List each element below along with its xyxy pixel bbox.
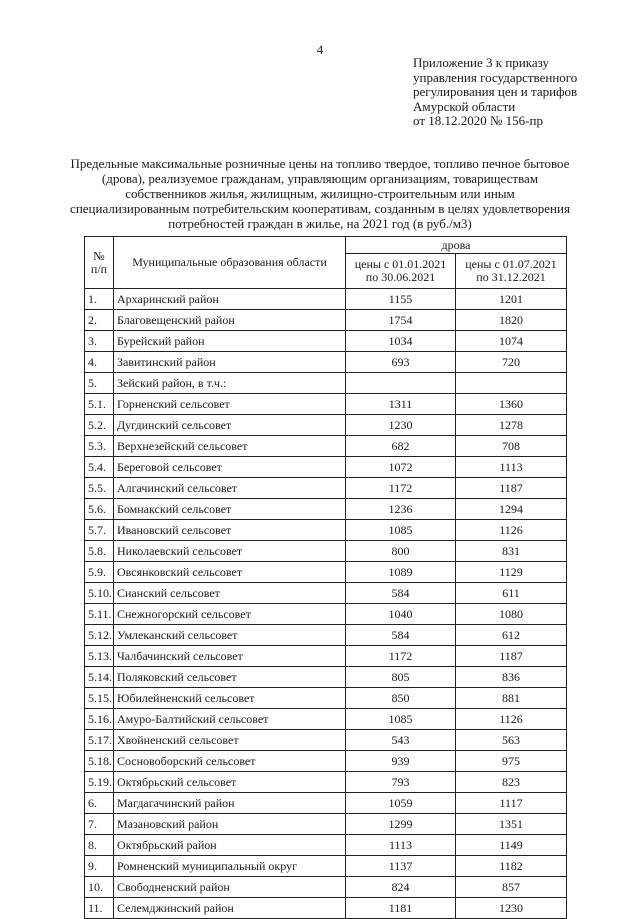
row-price-period1: 1172 [346,646,456,667]
row-name: Дугдинский сельсовет [114,415,346,436]
row-price-period1: 850 [346,688,456,709]
row-name: Архаринский район [114,289,346,310]
row-price-period1: 682 [346,436,456,457]
row-name: Мазановский район [114,814,346,835]
row-name: Сосновоборский сельсовет [114,751,346,772]
row-price-period2: 831 [456,541,567,562]
row-number: 5.8. [85,541,114,562]
row-price-period2: 1201 [456,289,567,310]
row-price-period2: 1074 [456,331,567,352]
table-row [85,793,567,814]
document-title: Предельные максимальные розничные цены на топливо твердое, топливо печное бытовое (дрова), реализуемое гражданам, управляющим организациям, товариществам собственников жилья, жилищным, жилищно-строительным или иным специализированным потребительским кооперативам, созданным в целях удовлетворения потребностей граждан в жилье, на 2021 год (в руб./м3) [70,156,570,231]
row-name: Чалбачинский сельсовет [114,646,346,667]
row-price-period2: 1187 [456,478,567,499]
row-name: Завитинский район [114,352,346,373]
row-name: Свободненский район [114,877,346,898]
table-row [85,331,567,352]
header-period1: цены с 01.01.2021 по 30.06.2021 [346,254,456,289]
row-name: Николаевский сельсовет [114,541,346,562]
row-number: 6. [85,793,114,814]
row-price-period2: 1230 [456,898,567,919]
row-number: 5.4. [85,457,114,478]
row-name: Благовещенский район [114,310,346,331]
row-price-period2: 1182 [456,856,567,877]
appendix-block [413,56,577,129]
row-number: 5.2. [85,415,114,436]
table-row [85,667,567,688]
table-row [85,499,567,520]
table-row [85,730,567,751]
row-price-period2: 1360 [456,394,567,415]
table-row [85,562,567,583]
table-row [85,310,567,331]
header-num: № п/п [85,237,114,289]
row-price-period2: 836 [456,667,567,688]
row-number: 5.6. [85,499,114,520]
row-name: Амуро-Балтийский сельсовет [114,709,346,730]
row-number: 5. [85,373,114,394]
table-row [85,772,567,793]
row-number: 8. [85,835,114,856]
row-price-period2: 823 [456,772,567,793]
row-name: Октябрьский сельсовет [114,772,346,793]
row-price-period1: 1236 [346,499,456,520]
row-price-period1: 805 [346,667,456,688]
row-price-period2: 881 [456,688,567,709]
row-price-period2 [456,373,567,394]
row-price-period1 [346,373,456,394]
row-number: 3. [85,331,114,352]
row-price-period2: 611 [456,583,567,604]
table-row [85,436,567,457]
row-number: 5.18. [85,751,114,772]
row-number: 5.16. [85,709,114,730]
row-price-period2: 563 [456,730,567,751]
row-price-period1: 693 [346,352,456,373]
row-price-period1: 1172 [346,478,456,499]
row-name: Хвойненский сельсовет [114,730,346,751]
row-price-period2: 612 [456,625,567,646]
row-price-period2: 1126 [456,709,567,730]
table-row [85,415,567,436]
table-row [85,394,567,415]
row-name: Бурейский район [114,331,346,352]
row-price-period2: 1294 [456,499,567,520]
row-name: Горненский сельсовет [114,394,346,415]
row-name: Поляковский сельсовет [114,667,346,688]
row-price-period1: 1085 [346,709,456,730]
row-price-period2: 1117 [456,793,567,814]
row-number: 4. [85,352,114,373]
row-name: Верхнезейский сельсовет [114,436,346,457]
row-number: 5.1. [85,394,114,415]
row-price-period1: 1089 [346,562,456,583]
row-number: 1. [85,289,114,310]
row-name: Умлеканский сельсовет [114,625,346,646]
appendix-line: Амурской области [413,98,516,114]
table-row [85,898,567,919]
row-name: Магдагачинский район [114,793,346,814]
row-name: Сианский сельсовет [114,583,346,604]
row-number: 5.19. [85,772,114,793]
row-price-period1: 1034 [346,331,456,352]
row-name: Ромненский муниципальный округ [114,856,346,877]
row-price-period1: 1040 [346,604,456,625]
price-table [84,236,567,919]
row-number: 5.17. [85,730,114,751]
table-row [85,457,567,478]
row-price-period2: 1187 [456,646,567,667]
appendix-line: управления государственного [413,69,578,85]
row-number: 5.11. [85,604,114,625]
row-name: Юбилейненский сельсовет [114,688,346,709]
row-price-period1: 543 [346,730,456,751]
table-row [85,814,567,835]
row-name: Береговой сельсовет [114,457,346,478]
table-row [85,352,567,373]
row-price-period2: 1113 [456,457,567,478]
table-row [85,478,567,499]
row-price-period1: 1072 [346,457,456,478]
row-number: 5.12. [85,625,114,646]
table-row [85,373,567,394]
table-row [85,835,567,856]
row-number: 5.10. [85,583,114,604]
row-price-period1: 939 [346,751,456,772]
row-name: Снежногорский сельсовет [114,604,346,625]
page-number: 4 [316,42,324,57]
row-name: Алгачинский сельсовет [114,478,346,499]
row-price-period2: 1820 [456,310,567,331]
row-name: Овсянковский сельсовет [114,562,346,583]
row-price-period2: 975 [456,751,567,772]
row-number: 7. [85,814,114,835]
row-price-period1: 584 [346,625,456,646]
row-number: 11. [85,898,114,919]
row-price-period1: 1113 [346,835,456,856]
row-price-period1: 1155 [346,289,456,310]
row-price-period1: 1311 [346,394,456,415]
row-price-period1: 1230 [346,415,456,436]
table-row [85,289,567,310]
row-price-period2: 720 [456,352,567,373]
table-row [85,604,567,625]
row-price-period1: 1754 [346,310,456,331]
table-row [85,856,567,877]
row-price-period1: 584 [346,583,456,604]
table-row [85,625,567,646]
row-price-period1: 1085 [346,520,456,541]
row-number: 9. [85,856,114,877]
row-price-period2: 1278 [456,415,567,436]
row-price-period2: 1149 [456,835,567,856]
row-price-period1: 793 [346,772,456,793]
row-price-period2: 1126 [456,520,567,541]
row-number: 5.14. [85,667,114,688]
row-number: 5.13. [85,646,114,667]
row-price-period1: 800 [346,541,456,562]
header-period2: цены с 01.07.2021 по 31.12.2021 [456,254,567,289]
table-row [85,751,567,772]
table-body [85,289,567,919]
row-price-period2: 1129 [456,562,567,583]
row-name: Октябрьский район [114,835,346,856]
header-name: Муниципальные образования области [114,237,346,289]
table-row [85,520,567,541]
row-price-period1: 1137 [346,856,456,877]
header-group: дрова [346,237,567,254]
row-number: 5.9. [85,562,114,583]
row-price-period1: 1299 [346,814,456,835]
table-row [85,583,567,604]
row-number: 5.5. [85,478,114,499]
row-name: Зейский район, в т.ч.: [114,373,346,394]
row-price-period1: 1181 [346,898,456,919]
row-number: 5.15. [85,688,114,709]
table-row [85,877,567,898]
appendix-line: от 18.12.2020 № 156-пр [413,113,543,128]
row-price-period2: 857 [456,877,567,898]
appendix-line: Приложение 3 к приказу [413,55,550,70]
row-price-period1: 824 [346,877,456,898]
row-number: 5.7. [85,520,114,541]
table-row [85,688,567,709]
table-row [85,541,567,562]
row-number: 5.3. [85,436,114,457]
row-price-period2: 708 [456,436,567,457]
row-name: Ивановский сельсовет [114,520,346,541]
row-number: 10. [85,877,114,898]
row-name: Селемджинский район [114,898,346,919]
row-name: Бомнакский сельсовет [114,499,346,520]
table-row [85,646,567,667]
row-number: 2. [85,310,114,331]
row-price-period2: 1351 [456,814,567,835]
appendix-line: регулирования цен и тарифов [413,84,578,99]
table-row [85,709,567,730]
row-price-period1: 1059 [346,793,456,814]
row-price-period2: 1080 [456,604,567,625]
